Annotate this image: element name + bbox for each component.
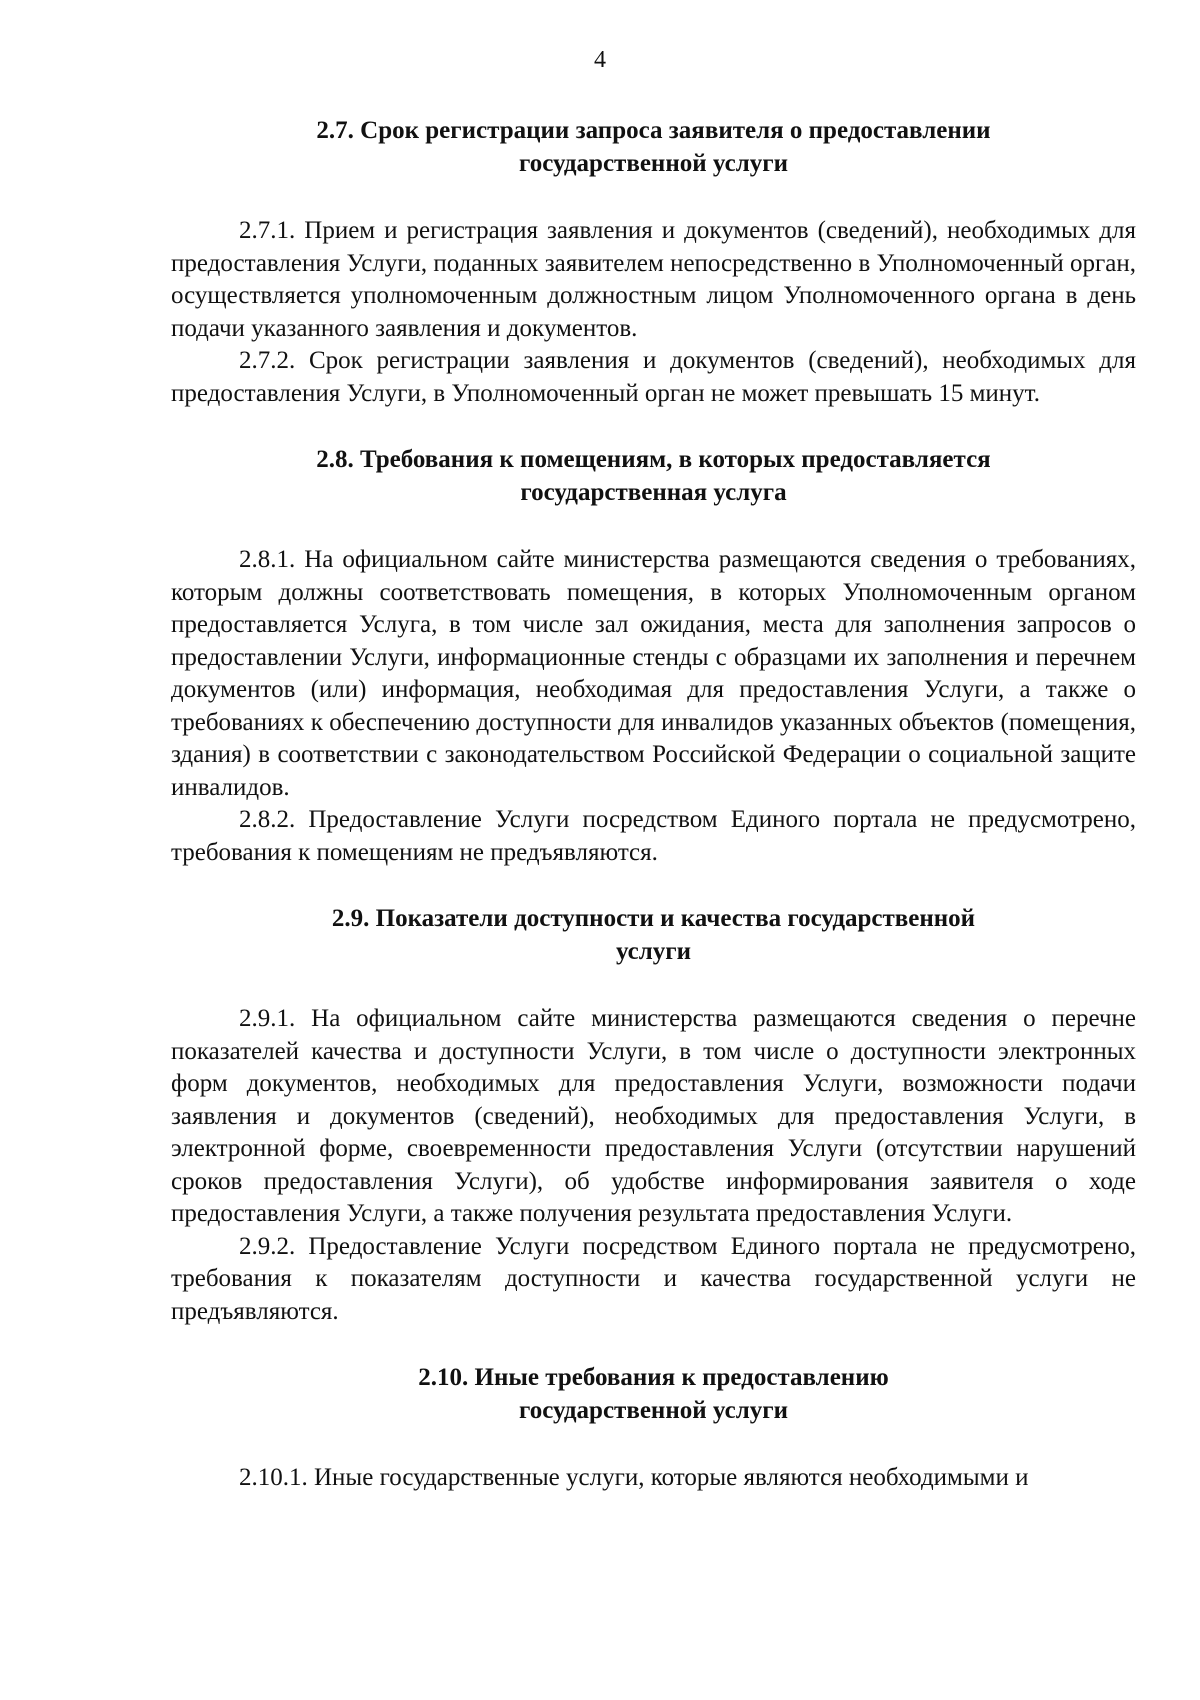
- section-2-8: [171, 443, 1136, 869]
- paragraph: 2.7.2. Срок регистрации заявления и документов (сведений), необходимых для предоставления Услуги, в Уполномоченный орган не может превышать 15 минут.: [171, 347, 1136, 407]
- section-heading: [171, 902, 1136, 968]
- section-2-10: [171, 1361, 1136, 1495]
- paragraph: 2.10.1. Иные государственные услуги, которые являются необходимыми и: [239, 1464, 1029, 1491]
- paragraph: 2.8.1. На официальном сайте министерства размещаются сведения о требованиях, которым должны соответствовать помещения, в которых Уполномоченным органом предоставляется Услуга, в том числе зал ожидания, места для заполнения запросов о предоставлении Услуги, информационные стенды с образцами их заполнения и перечнем документов (или) информация, необходимая для предоставления Услуги, а также о требованиях к обеспечению доступности для инвалидов указанных объектов (помещения, здания) в соответствии с законодательством Российской Федерации о социальной защите инвалидов.: [171, 546, 1136, 801]
- paragraph: 2.9.2. Предоставление Услуги посредством Единого портала не предусмотрено, требования к показателям доступности и качества государственной услуги не предъявляются.: [171, 1232, 1136, 1325]
- section-heading: [171, 1361, 1136, 1427]
- paragraph: 2.8.2. Предоставление Услуги посредством Единого портала не предусмотрено, требования к помещениям не предъявляются.: [171, 806, 1136, 866]
- section-heading: [171, 443, 1136, 509]
- section-2-7: [171, 114, 1136, 410]
- document-body: [171, 114, 1136, 1495]
- paragraph: 2.7.1. Прием и регистрация заявления и документов (сведений), необходимых для предоставления Услуги, поданных заявителем непосредственно в Уполномоченный орган, осуществляется уполномоченным должностным лицом Уполномоченного органа в день подачи указанного заявления и документов.: [171, 217, 1136, 342]
- page-number: 4: [594, 47, 606, 73]
- heading-line: 2.9. Показатели доступности и качества государственной: [331, 905, 976, 932]
- heading-line: 2.8. Требования к помещениям, в которых предоставляется: [316, 446, 991, 473]
- heading-line: 2.10. Иные требования к предоставлению: [418, 1364, 889, 1391]
- paragraph: 2.9.1. На официальном сайте министерства размещаются сведения о перечне показателей качества и доступности Услуги, в том числе о доступности электронных форм документов, необходимых для предоставления Услуги, возможности подачи заявления и документов (сведений), необходимых для предоставления Услуги, в электронной форме, своевременности предоставления Услуги (отсутствии нарушений сроков предоставления Услуги), об удобстве информирования заявителя о ходе предоставления Услуги, а также получения результата предоставления Услуги.: [171, 1005, 1136, 1227]
- section-2-9: [171, 902, 1136, 1328]
- heading-line: государственная услуга: [520, 479, 787, 506]
- heading-line: услуги: [615, 938, 692, 965]
- heading-line: 2.7. Срок регистрации запроса заявителя о предоставлении: [316, 117, 991, 144]
- heading-line: государственной услуги: [518, 1397, 789, 1424]
- heading-line: государственной услуги: [518, 150, 789, 177]
- section-heading: [171, 114, 1136, 180]
